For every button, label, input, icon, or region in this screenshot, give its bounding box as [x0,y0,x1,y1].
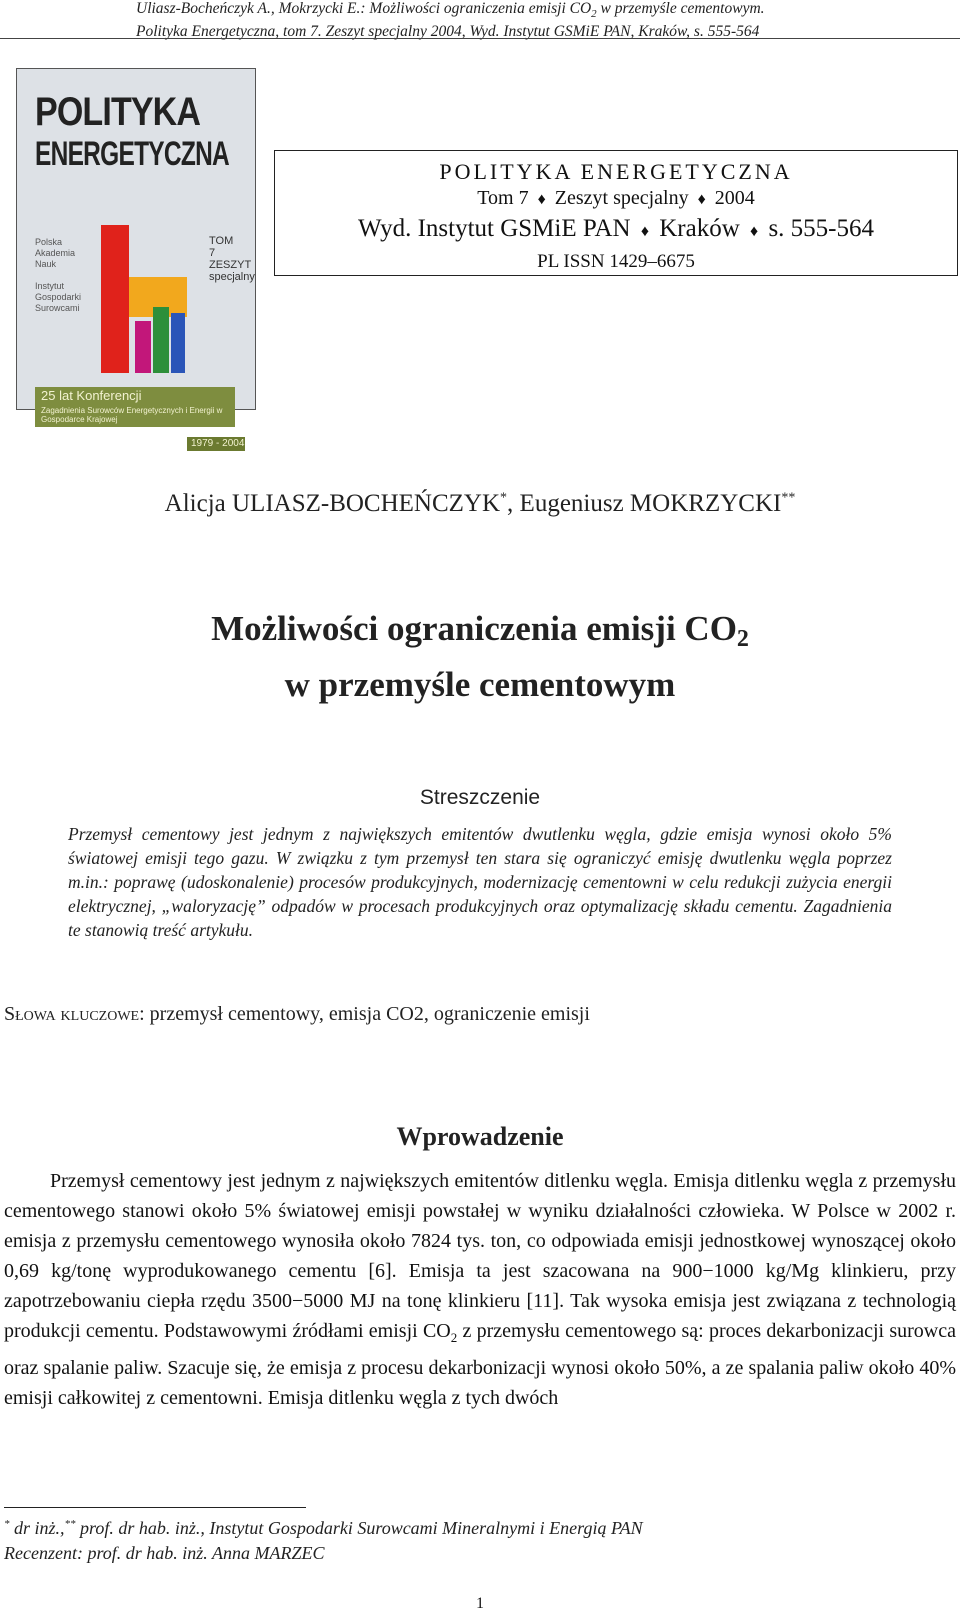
introduction-paragraph: Przemysł cementowy jest jednym z największych emitentów ditlenku węgla. Emisja ditlenku węgla z przemysłu cementowego stanowi około 5% światowej emisji powstałej w wyniku działalności człowieka. W Polsce w 2002 r. emisja z przemysłu cementowego wynosiła około 7824 tys. ton, co odpowiada emisji jednostkowej wynoszącej około 0,69 kg/tonę wyprodukowanego cementu [6]. Emisja ta jest szacowana na 900−1000 kg/Mg klinkieru, przy zapotrzebowaniu ciepła rzędu 3500−5000 MJ na tonę klinkieru [11]. Tak wysoka emisja jest związana z technologią produkcji cementu. Podstawowymi źródłami emisji $CO_2$ z przemysłu cementowego są: proces dekarbonizacji surowca oraz spalanie paliw. Szacuje się, że emisja z procesu dekarbonizacji wynosi około 50%, a ze spalania paliw około 40% emisji całkowitej z cementowni. Emisja ditlenku węgla z tych dwóch [4,1170,956,1409]
running-header [136,0,765,41]
title-line1: Możliwości ograniczenia emisji $CO_2$ [211,609,749,652]
cover-tom: TOM 7 ZESZYT specjalny [209,235,255,283]
abstract-text: Przemysł cementowy jest jednym z największych emitentów dwutlenku węgla, gdzie emisja wynosi około 5% światowej emisji tego gazu. W związku z tym przemysł ten stara się ograniczyć emisję dwutlenku węgla poprzez m.in.: poprawę (udoskonalenie) procesów produkcyjnych, modernizację cementowni w celu redukcji zużycia energii elektrycznej, „waloryzację” odpadów w procesach produkcyjnych oraz optymalizację składu cementu. Zagadnienia te stanowią treść artykułu. [68,824,892,940]
running-header-line2: Polityka Energetyczna, tom 7. Zeszyt specjalny 2004, Wyd. Instytut GSMiE PAN, Kraków, s. 555-564 [136,23,760,41]
diamond-icon: ♦ [640,223,649,240]
keywords: Słowa kluczowe: przemysł cementowy, emisja CO2, ograniczenie emisji [4,1003,590,1025]
cover-shape-blue [171,313,185,373]
paper-title [0,606,960,707]
title-line2: w przemyśle cementowym [284,665,676,704]
cover-band: 25 lat Konferencji Zagadnienia Surowców Energetycznych i Energii w Gospodarce Krajowej [35,387,235,427]
journal-issue: Tom 7 ♦ Zeszyt specjalny ♦ 2004 [275,185,957,213]
cover-small-text-2: Instytut Gospodarki Surowcami [35,281,82,313]
diamond-icon: ♦ [750,223,759,240]
journal-publisher: Wyd. Instytut GSMiE PAN ♦ Kraków ♦ s. 555-564 [275,213,957,248]
cover-color-graphic [95,217,205,375]
cover-shape-magenta [135,321,151,373]
diamond-icon: ♦ [537,191,546,208]
cover-brand-line2: ENERGETYCZNA [35,135,230,173]
journal-cover-image [16,68,256,449]
page-number: 1 [476,1595,484,1612]
footnote-affiliations: * dr inż.,** prof. dr hab. inż., Instytut Gospodarki Surowcami Mineralnymi i Energią PAN [4,1518,643,1538]
journal-issn: PL ISSN 1429–6675 [537,251,695,272]
cover-shape-green [153,307,169,373]
cover-brand-line1: POLITYKA [35,90,201,134]
diamond-icon: ♦ [697,191,706,208]
footnote-reviewer: Recenzent: prof. dr hab. inż. Anna MARZEC [4,1543,325,1563]
section-heading-introduction: Wprowadzenie [396,1122,564,1151]
authors: Alicja ULIASZ-BOCHEŃCZYK*, Eugeniusz MOKRZYCKI** [164,490,796,517]
running-header-line1: Uliasz-Bocheńczyk A., Mokrzycki E.: Możliwości ograniczenia emisji $CO_2$ w przemyśle cementowym. [136,0,765,21]
cover-shape-red [101,225,129,373]
footnotes [4,1512,643,1566]
header-divider [0,38,960,39]
abstract-heading: Streszczenie [419,786,541,809]
footnote-divider [4,1507,306,1508]
cover-years-band: 1979 - 2004 [187,437,245,451]
journal-name: POLITYKA ENERGETYCZNA [439,159,793,184]
journal-info-box [274,150,958,276]
introduction-body [4,1166,956,1413]
cover-small-text: Polska Akademia Nauk [35,237,76,269]
